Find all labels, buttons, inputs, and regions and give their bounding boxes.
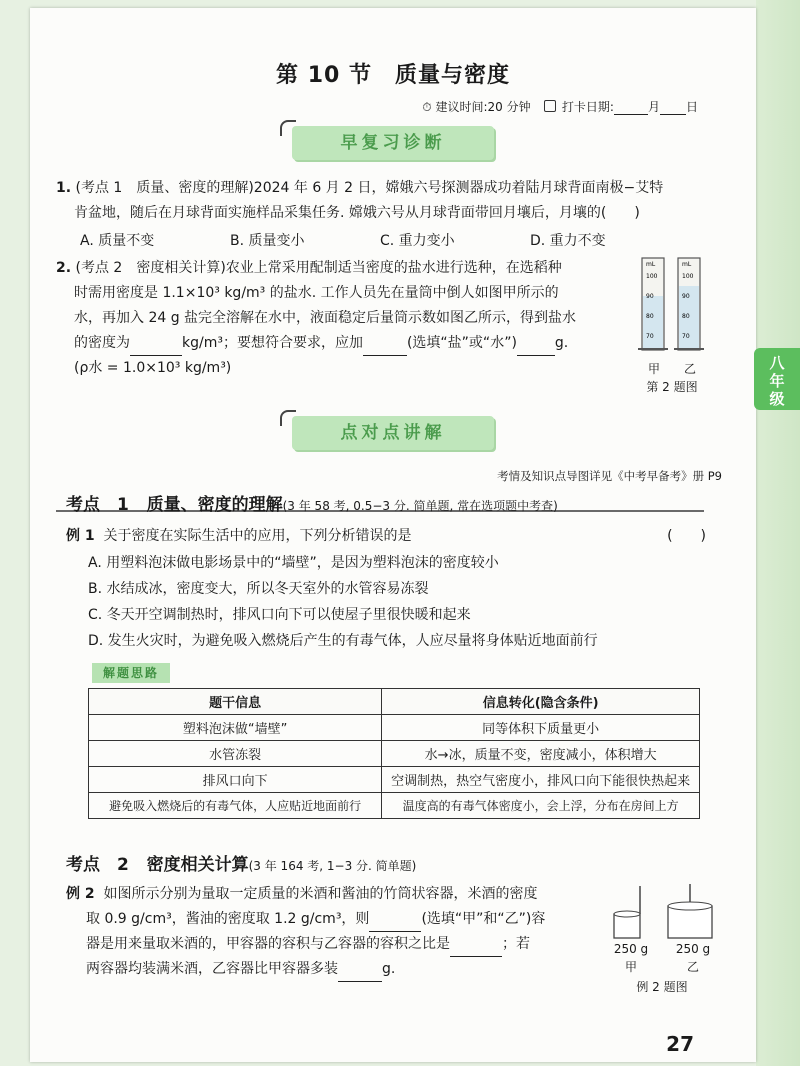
cyl-jia-unit: mL [646,261,656,268]
ex2-fig-jia: 甲 [624,960,637,974]
ex1-label: 例 1 [66,528,95,544]
ex2-mass-labels [600,942,724,956]
q2-line4c: (选填“盐”或“水”) [406,335,517,351]
table-header: 信息转化(隐含条件) [382,689,700,715]
side-tab-char: 八 [769,354,785,372]
side-tab-char: 年 [769,372,785,390]
grade-side-tab[interactable] [754,348,800,410]
table-cell: 空调制热，热空气密度小，排风口向下能很快热起来 [382,767,700,793]
q2-cylinder-figure [636,252,708,360]
q2-fig-jia: 甲 [647,362,660,376]
q2-amount-blank[interactable] [517,355,555,356]
container-yi [668,884,712,938]
ex2-container-figure [606,880,718,942]
meta-info [422,98,698,115]
question-2 [56,256,646,381]
q1-line2: 肯盆地，随后在月球背面实施样品采集任务. 嫦娥六号从月球背面带回月壤后，月壤的( ) [74,205,640,221]
cyl-jia-mark-100: 100 [646,273,658,280]
cyl-yi-mark-70: 70 [682,333,690,340]
table-cell: 避免吸入燃烧后的有毒气体，人应贴近地面前行 [89,793,382,819]
ex2-label: 例 2 [66,886,95,902]
q2-line5: (ρ水 = 1.0×10³ kg/m³) [74,360,232,376]
ex1-stem: 关于密度在实际生活中的应用，下列分析错误的是 [103,528,412,544]
ex1-option-d[interactable]: D. 发生火灾时，为避免吸入燃烧后产生的有毒气体，人应尽量将身体贴近地面前行 [88,633,598,649]
cyl-yi-unit: mL [682,261,692,268]
table-row [89,767,700,793]
q2-line1: (考点 2 密度相关计算)农业上常采用配制适当密度的盐水进行选种，在选稻种 [75,260,562,276]
q1-option-a[interactable]: A. 质量不变 [80,233,155,249]
q1-line1: (考点 1 质量、密度的理解)2024 年 6 月 2 日，嫦娥六号探测器成功着陆月球背面南极−艾特 [75,180,664,196]
q2-figure-caption: 第 2 题图 [646,380,698,394]
q2-line3: 水，再加入 24 g 盐完全溶解在水中，液面稳定后量筒示数如图乙所示，得到盐水 [74,310,577,326]
ex2-figure-caption: 例 2 题图 [636,980,688,994]
q1-option-c[interactable]: C. 重力变小 [380,233,455,249]
kd1-heading [66,490,558,515]
q1-option-b[interactable]: B. 质量变小 [230,233,305,249]
textbook-page [30,8,756,1062]
info-table [88,688,700,819]
table-row [89,793,700,819]
ex2-line3b: ；若 [502,936,530,952]
hook-icon [280,410,296,426]
kd2-heading [66,850,416,875]
q2-line4b: kg/m³；要想符合要求，应加 [182,335,363,351]
ex1-option-a[interactable]: A. 用塑料泡沫做电影场景中的“墙壁”，是因为塑料泡沫的密度较小 [88,555,499,571]
ex2-mass-jia: 250 g [613,942,649,956]
kd1-sub: (3 年 58 考, 0.5−3 分. 简单题, 常在选项题中考查) [282,499,558,513]
ex2-line2b: (选填“甲”和“乙”)容 [421,911,546,927]
container-jia [614,886,640,938]
example-1 [66,524,706,549]
q2-line4d: g. [554,335,569,351]
q2-type-blank[interactable] [363,355,407,356]
kd2-title: 密度相关计算 [146,855,249,875]
ex2-line4a: 两容器均装满米酒，乙容器比甲容器多装 [86,961,338,977]
table-cell: 排风口向下 [89,767,382,793]
cyl-jia-mark-70: 70 [646,333,654,340]
q1-option-d[interactable]: D. 重力不变 [530,233,606,249]
right-edge-stripe [756,0,800,1066]
hook-icon [280,120,296,136]
q2-line4a: 的密度为 [74,335,130,351]
q2-fig-yi: 乙 [683,362,696,376]
side-tab-char: 级 [769,390,785,408]
ex2-mass-blank[interactable] [338,981,382,982]
ex2-line3a: 器是用来量取米酒的，甲容器的容积与乙容器的容积之比是 [86,936,450,952]
q1-number: 1. [56,180,72,196]
table-header: 题干信息 [89,689,382,715]
review-banner-text: 早复习诊断 [340,133,446,153]
month-label: 月 [647,100,660,114]
cyl-jia-mark-90: 90 [646,293,654,300]
reference-note: 考情及知识点导图详见《中考早备考》册 P9 [497,469,722,483]
table-header-row [89,689,700,715]
ex2-fig-yi: 乙 [686,960,699,974]
solution-tag: 解题思路 [92,663,170,683]
q1-options [80,230,680,250]
table-row [89,741,700,767]
table-row [89,715,700,741]
table-cell: 水→冰，质量不变，密度减小，体积增大 [382,741,700,767]
table-cell: 塑料泡沫做“墙壁” [89,715,382,741]
checkin-label: 打卡日期: [561,100,614,114]
ex2-fig-labels [600,958,724,975]
kd2-sub: (3 年 164 考, 1−3 分. 简单题) [248,859,417,873]
page-number: 27 [666,1032,694,1056]
cyl-yi-mark-100: 100 [682,273,694,280]
ex2-ratio-blank[interactable] [450,956,502,957]
kd1-title: 质量、密度的理解 [146,495,283,515]
cyl-jia-mark-80: 80 [646,313,654,320]
ex1-option-c[interactable]: C. 冬天开空调制热时，排风口向下可以使屋子里很快暖和起来 [88,607,471,623]
lecture-banner [292,416,494,450]
day-label: 日 [685,100,698,114]
q2-figure-labels [636,360,708,377]
section-title: 第 10 节 质量与密度 [276,63,510,88]
ex1-answer-paren[interactable]: ( ) [667,528,706,544]
review-banner [292,126,494,160]
ex2-container-blank[interactable] [369,931,421,932]
day-blank[interactable] [660,114,686,115]
q2-number: 2. [56,260,72,276]
table-cell: 温度高的有毒气体密度小，会上浮，分布在房间上方 [382,793,700,819]
month-blank[interactable] [614,114,648,115]
example-2 [66,882,626,982]
suggested-time: 建议时间:20 分钟 [435,100,531,114]
question-1 [56,176,716,226]
ex2-line1: 如图所示分别为量取一定质量的米酒和酱油的竹筒状容器，米酒的密度 [103,886,538,902]
ex2-line4b: g. [382,961,396,977]
kd1-label: 考点 1 [66,495,129,515]
q2-density-blank[interactable] [130,355,182,356]
kd2-label: 考点 2 [66,855,129,875]
calendar-icon [544,100,556,112]
ex2-line2a: 取 0.9 g/cm³，酱油的密度取 1.2 g/cm³，则 [86,911,370,927]
cyl-yi-mark-90: 90 [682,293,690,300]
q2-line2: 时需用密度是 1.1×10³ kg/m³ 的盐水. 工作人员先在量筒中倒人如图甲所示的 [74,285,559,301]
table-cell: 水管冻裂 [89,741,382,767]
ex2-mass-yi: 250 g [675,942,711,956]
lecture-banner-text: 点对点讲解 [340,423,446,443]
ex1-option-b[interactable]: B. 水结成冰，密度变大，所以冬天室外的水管容易冻裂 [88,581,429,597]
table-cell: 同等体积下质量更小 [382,715,700,741]
cyl-yi-mark-80: 80 [682,313,690,320]
clock-icon: ⏱ [422,100,432,114]
